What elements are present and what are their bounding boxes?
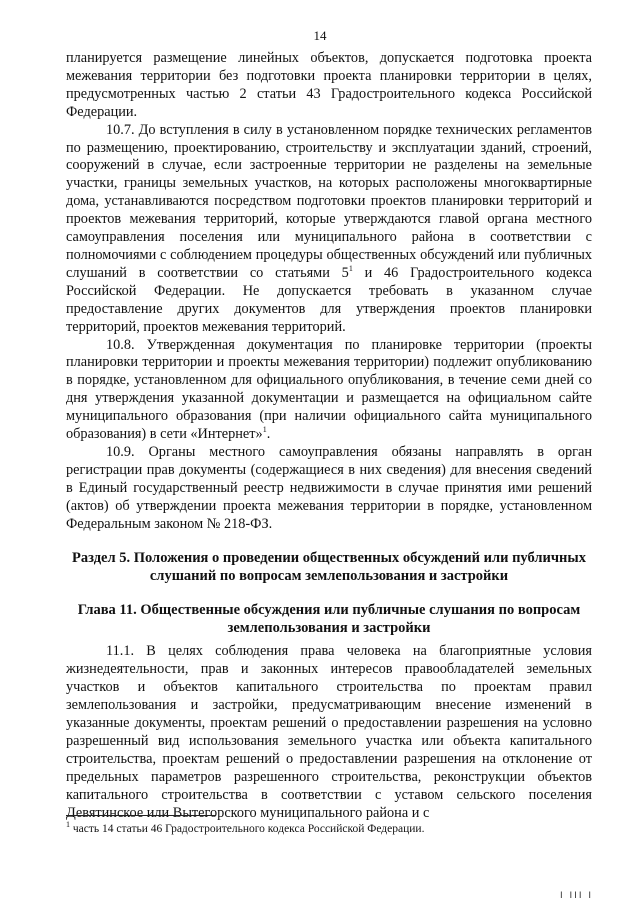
paragraph-10-8-text-a: 10.8. Утвержденная документация по планировке территории (проекты планировки территории и проекты межевания территории) подлежит опубликованию в порядке, установленном для официального опубликования, в течение семи дней со дня утверждения указанной документации и размещается на официальном сайте муниципального образования (при наличии официального сайта муниципального образования) в сети «Интернет» — [66, 336, 592, 443]
paragraph-10-7-text-b: и 46 Градостроительного кодекса Российской Федерации. Не допускается требовать в указанном случае предоставление других документов для утверждения проектов планировки территорий, проектов межевания территорий. — [66, 264, 592, 335]
paragraph-10-8 — [66, 337, 592, 444]
footnote-ref: 1 — [262, 425, 267, 435]
document-body — [66, 50, 592, 823]
paragraph-10-8-text-b: . — [266, 426, 271, 443]
paragraph-continuation: планируется размещение линейных объектов, допускается подготовка проекта межевания территории без подготовки проекта планировки территории в целях, предусмотренных частью 2 статьи 43 Градостроительного кодекса Российской Федерации. — [66, 50, 592, 120]
paragraph-11-1: 11.1. В целях соблюдения права человека на благоприятные условия жизнедеятельности, прав и законных интересов правообладателей земельных участков и объектов капитального строительства по проектам правил землепользования и застройки, предусматривающим внесение изменений в указанные документы, проектам решений о предоставлении разрешения на условно разрешенный вид использования земельного участка или объекта капитального строительства, проектам решений о предоставлении разрешения на отклонение от предельных параметров разрешенного строительства, реконструкции объектов капитального строительства в соответствии с уставом сельского поселения Девятинское или Вытегорского муниципального района и с — [66, 643, 592, 821]
scan-margin-marks: I III I — [560, 891, 593, 901]
paragraph-10-7-text-a: 10.7. До вступления в силу в установленном порядке технических регламентов по размещению, проектированию, строительству и эксплуатации зданий, строений, сооружений в случае, если застроенные территории не разделены на земельные участки, границы земельных участков, на которых расположены многоквартирные дома, устанавливаются посредством подготовки проектов планировки территорий и проектов межевания территорий, которые утверждаются главой органа местного самоуправления поселения или муниципального района в соответствии с полномочиями с соблюдением процедуры общественных обсуждений или публичных слушаний в соответствии со статьями 5 — [66, 121, 592, 281]
footnote-ref: 1 — [348, 264, 353, 274]
footnote-text: часть 14 статьи 46 Градостроительного кодекса Российской Федерации. — [70, 823, 425, 835]
footnote-mark: 1 — [66, 820, 70, 830]
paragraph-10-7 — [66, 122, 592, 337]
footnote — [66, 822, 592, 836]
page-number: 14 — [313, 28, 327, 43]
paragraph-10-9: 10.9. Органы местного самоуправления обязаны направлять в орган регистрации прав документы (содержащиеся в них сведения) для внесения сведений в Единый государственный реестр недвижимости в случае принятия ими решений (актов) об утверждении проекта межевания территории в порядке, установленном Федеральным законом № 218-ФЗ. — [66, 443, 592, 532]
chapter-heading: Глава 11. Общественные обсуждения или публичные слушания по вопросам землепользования и застройки — [77, 602, 581, 637]
section-heading: Раздел 5. Положения о проведении общественных обсуждений или публичных слушаний по вопросам землепользования и застройки — [72, 550, 586, 585]
footnote-separator — [66, 815, 216, 816]
